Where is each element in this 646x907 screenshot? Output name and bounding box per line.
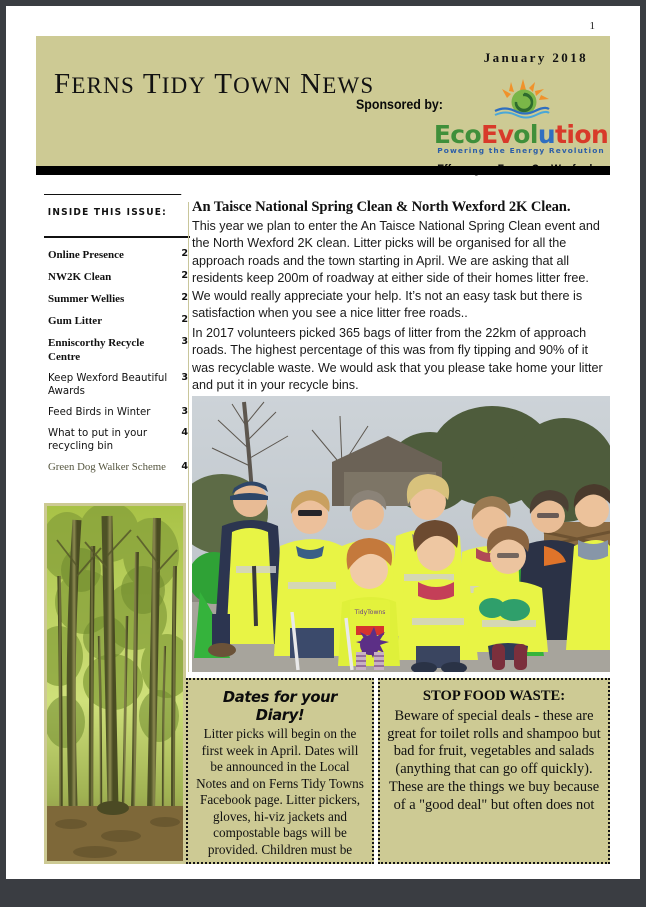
- toc-item-page: 2: [181, 313, 188, 325]
- toc-list: [44, 244, 190, 480]
- toc-item-page: 3: [181, 335, 188, 347]
- volunteers-photo: [192, 396, 610, 672]
- toc-item-label: Gum Litter: [48, 314, 103, 327]
- column-divider: [188, 202, 189, 672]
- toc-item-label: Keep Wexford Beautiful Awards: [48, 373, 168, 398]
- waste-box-body: Beware of special deals - these are great for toilet rolls and shampoo but bad for fruit, vegetables and salads (anything that can go off quickly). These are the things we buy because of a "good deal" but often does not: [387, 708, 601, 813]
- issue-date: January 2018: [483, 50, 588, 65]
- diary-box-title: Dates for your Diary!: [222, 688, 338, 724]
- logo-word-letter: E: [481, 120, 498, 149]
- title-segment: N: [291, 68, 323, 100]
- title-segment: T: [206, 68, 234, 100]
- toc-item-label: What to put in your recycling bin: [48, 428, 148, 453]
- page-number: 1: [589, 20, 595, 32]
- waste-box-title: STOP FOOD WASTE:: [422, 688, 566, 704]
- title-segment: F: [54, 68, 72, 100]
- stop-food-waste-box: [378, 678, 610, 864]
- title-segment: OWN: [233, 73, 292, 98]
- logo-word-letter: o: [574, 120, 591, 149]
- dates-for-your-diary-box: [186, 678, 374, 864]
- logo-word-eco: Eco: [433, 120, 482, 149]
- toc-item-label: Summer Wellies: [48, 292, 125, 305]
- toc-item[interactable]: [44, 423, 190, 457]
- page-canvas: [6, 6, 640, 879]
- svg-text:TidyTowns: TidyTowns: [354, 609, 386, 616]
- toc-item[interactable]: [44, 402, 190, 423]
- toc-item-page: 2: [181, 269, 188, 281]
- volunteers-group-image: [192, 396, 610, 672]
- masthead-banner: [36, 36, 610, 166]
- eco-evolution-wordmark: [431, 122, 611, 147]
- toc-item-page: 4: [181, 427, 188, 439]
- title-segment: T: [134, 68, 162, 100]
- title-segment: IDY: [161, 73, 207, 98]
- masthead-divider-rule: [36, 166, 610, 175]
- toc-item[interactable]: [44, 368, 190, 402]
- toc-item-label: Green Dog Walker Scheme: [48, 461, 166, 474]
- eco-evolution-tagline: Powering the Energy Revolution: [437, 146, 605, 155]
- logo-word-letter: n: [590, 120, 609, 149]
- logo-word-letter: o: [513, 120, 530, 149]
- inside-this-issue-sidebar: [44, 194, 190, 479]
- main-article: [192, 199, 604, 394]
- article-paragraph-1: This year we plan to enter the An Taisce National Spring Clean event and the North Wexford 2K clean. Litter picks will be organised for all the approach roads and the town starting in April. We are asking that all residents keep 200m of roadway at either side of their homes litter free. We would really appreciate your help. It’s not an easy task but there is satisfaction when you see a nice litter free roads..: [192, 219, 600, 321]
- toc-item[interactable]: [44, 310, 190, 332]
- toc-item-label: Enniscorthy Recycle Centre: [48, 336, 145, 363]
- toc-item-page: 2: [181, 247, 188, 259]
- sun-spiral-waves-icon: [483, 78, 561, 124]
- toc-item-page: 4: [181, 461, 188, 473]
- title-segment: ERNS: [71, 73, 135, 98]
- eco-evolution-logo: [431, 78, 611, 158]
- toc-item-page: 3: [181, 406, 188, 418]
- toc-item[interactable]: [44, 244, 190, 266]
- toc-heading: INSIDE THIS ISSUE:: [44, 194, 181, 226]
- toc-item-page: 3: [181, 372, 188, 384]
- toc-item[interactable]: [44, 266, 190, 288]
- article-paragraph-2: In 2017 volunteers picked 365 bags of litter from the 22km of approach roads. The highest percentage of this was from fly tipping and 90% of it was recyclable waste. We would ask that you please take home your litter and put it in your recycle bins.: [192, 325, 603, 392]
- diary-box-body: Litter picks will begin on the first week in April. Dates will be announced in the Local Notes and on Ferns Tidy Towns Facebook page. Litter pickers, gloves, hi-viz jackets and compostable bags will be provided. Children must be: [196, 726, 364, 857]
- toc-item-label: Feed Birds in Winter: [48, 407, 151, 419]
- logo-word-letter: u: [537, 120, 556, 149]
- toc-item[interactable]: [44, 332, 190, 368]
- logo-word-letter: i: [566, 120, 575, 149]
- toc-item-label: NW2K Clean: [48, 270, 112, 283]
- logo-word-letter: v: [497, 120, 514, 149]
- toc-divider: [44, 236, 190, 238]
- page-title: [54, 68, 374, 101]
- forest-photo: [44, 503, 186, 864]
- toc-item[interactable]: [44, 457, 190, 479]
- toc-item-page: 2: [181, 291, 188, 303]
- article-heading: An Taisce National Spring Clean & North Wexford 2K Clean.: [192, 199, 571, 215]
- forest-image: [47, 506, 183, 861]
- sponsored-by-label: Sponsored by:: [356, 97, 443, 112]
- toc-item[interactable]: [44, 288, 190, 310]
- logo-word-letter: t: [555, 120, 567, 149]
- toc-item-label: Online Presence: [48, 248, 124, 261]
- logo-word-letter: l: [529, 120, 538, 149]
- title-segment: EWS: [322, 73, 375, 98]
